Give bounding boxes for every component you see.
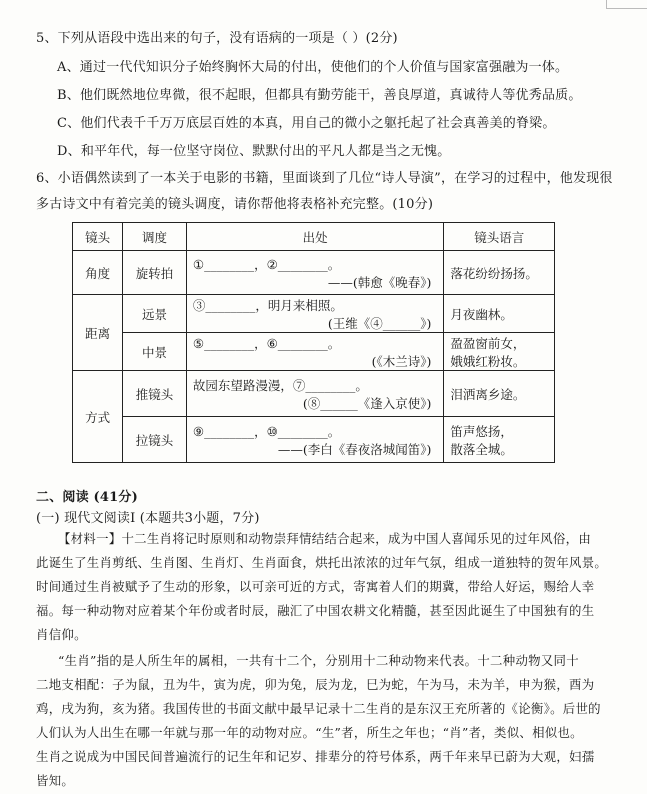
table-row (73, 295, 555, 333)
language-line1: 泪洒离乡途。 (450, 386, 526, 402)
q5-option-b: B、他们既然地位卑微，很不起眼，但都具有勤劳能干，善良厚道，真诚待人等优秀品质。 (57, 88, 582, 103)
source-line2: (《木兰诗》) (371, 353, 432, 369)
header-dispatch: 调度 (123, 223, 187, 251)
material2-line: “生肖”指的是人所生年的属相，一共有十二个，分别用十二种动物来代表。十二种动物又同十 (58, 653, 579, 668)
q5-option-c: C、他们代表千千万万底层百姓的本真，用自己的微小之躯托起了社会真善美的脊梁。 (57, 116, 556, 131)
material1-line: 福。每一种动物对应着某个年份或者时辰，融汇了中国农耕文化精髓，甚至因此诞生了中国独有的生 (36, 603, 595, 618)
group-angle: 角度 (73, 251, 123, 295)
table-row (73, 251, 555, 295)
language-line2: 散落全城。 (450, 441, 513, 457)
language-line1: 落花纷纷扬扬。 (450, 265, 538, 281)
source-line1: ①________，②________。 (192, 256, 341, 272)
source-line2: (⑧______《逢入京使》) (302, 395, 432, 411)
q6-stem-line1: 6、小语偶然读到了一本关于电影的书籍，里面谈到了几位“诗人导演”，在学习的过程中，他发现很 (36, 171, 613, 186)
dispatch-cell: 中景 (123, 333, 187, 371)
dispatch-cell: 旋转拍 (123, 251, 187, 295)
material1-line: 时间通过生肖被赋予了生动的形象，以可亲可近的方式，寄寓着人们的期冀，带给人好运，赐给人幸 (36, 579, 595, 594)
header-lens: 镜头 (73, 223, 123, 251)
lens-table (72, 222, 555, 463)
section2-title: 二、阅读 (41分) (36, 490, 138, 505)
material2-line: 人们认为人出生在哪一年就与那一年的动物对应。“生”者，所生之年也；“肖”者，类似、相似也。 (36, 725, 583, 740)
language-line2: 娥娥红粉妆。 (450, 353, 526, 369)
source-line1: ③________，明月来相照。 (192, 297, 343, 313)
source-cell (186, 417, 444, 463)
header-lens-language: 镜头语言 (444, 223, 555, 251)
material1-line: 【材料一】十二生肖将记时原则和动物崇拜情结结合起来，成为中国人喜闻乐见的过年风俗，由 (58, 531, 592, 546)
language-line1: 盈盈窗前女， (450, 335, 526, 351)
group-distance: 距离 (73, 295, 123, 371)
source-line1: ⑨________，⑩________。 (192, 423, 341, 439)
table-row (73, 371, 555, 417)
material1-line: 此诞生了生肖剪纸、生肖图、生肖灯、生肖面食，烘托出浓浓的过年气氛，组成一道独特的贺年风景。 (36, 555, 608, 570)
dispatch-cell: 拉镜头 (123, 417, 187, 463)
source-cell (186, 333, 444, 371)
table-header-row (73, 223, 555, 251)
material2-line: 鸡，戌为狗，亥为猪。我国传世的书面文献中最早记录十二生肖的是东汉王充所著的《论衡》。后世的 (36, 701, 601, 716)
section2-subtitle: (一) 现代文阅读Ⅰ (本题共3小题，7分) (36, 511, 260, 526)
language-cell (444, 333, 555, 371)
source-cell (186, 251, 444, 295)
material2-line: 生肖之说成为中国民间普遍流行的记生年和记岁、排辈分的符号体系，两千年来早已蔚为大观，妇孺 (36, 749, 595, 764)
material2-line: 二地支相配：子为鼠，丑为牛，寅为虎，卯为兔，辰为龙，巳为蛇，午为马，未为羊，申为猴，酉为 (36, 677, 595, 692)
language-cell (444, 295, 555, 333)
language-line1: 笛声悠扬， (450, 423, 513, 439)
material1-line: 肖信仰。 (36, 627, 87, 642)
dispatch-cell: 推镜头 (123, 371, 187, 417)
source-line1: ⑤________，⑥________。 (192, 335, 341, 351)
table-row (73, 333, 555, 371)
language-line1: 月夜幽林。 (450, 306, 513, 322)
source-line2: (王维《④______》) (327, 315, 432, 331)
q5-option-a: A、通过一代代知识分子始终胸怀大局的付出，使他们的个人价值与国家富强融为一体。 (57, 60, 569, 75)
dispatch-cell: 远景 (123, 295, 187, 333)
source-line1: 故园东望路漫漫，⑦________。 (192, 377, 368, 393)
source-cell (186, 295, 444, 333)
source-cell (186, 371, 444, 417)
page-corner-mark (606, 0, 647, 9)
language-cell (444, 417, 555, 463)
language-cell (444, 371, 555, 417)
language-cell (444, 251, 555, 295)
source-line2: ——(李白《春夜洛城闻笛》) (277, 441, 432, 457)
q5-stem: 5、下列从语段中选出来的句子，没有语病的一项是（ ）(2分) (36, 31, 398, 46)
q5-option-d: D、和平年代，每一位坚守岗位、默默付出的平凡人都是当之无愧。 (57, 144, 451, 159)
header-source: 出处 (186, 223, 444, 251)
material2-line: 皆知。 (36, 773, 75, 788)
group-method: 方式 (73, 371, 123, 463)
table-row (73, 417, 555, 463)
q6-stem-line2: 多古诗文中有着完美的镜头调度，请你帮他将表格补充完整。(10分) (36, 197, 434, 212)
source-line2: ——(韩愈《晚春》) (327, 274, 432, 290)
